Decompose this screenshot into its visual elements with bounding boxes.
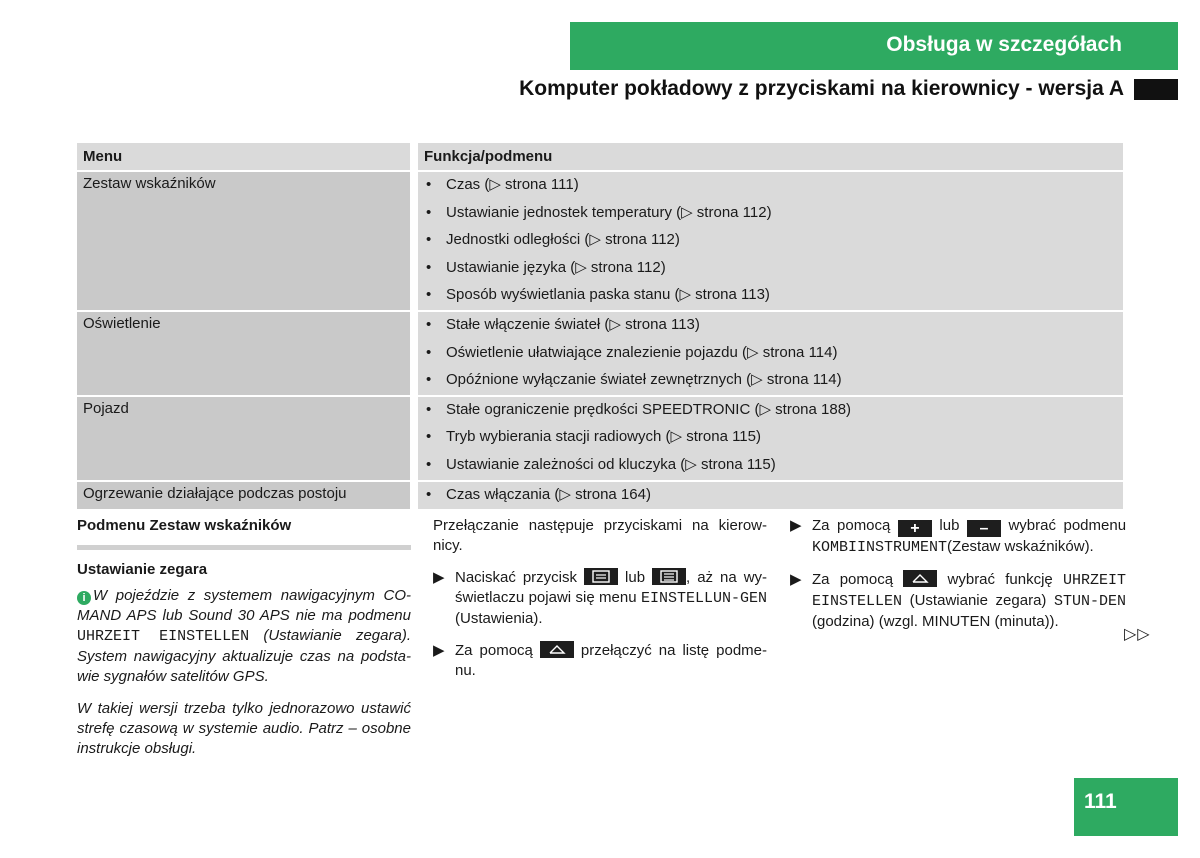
list-item: • Oświetlenie ułatwiające znalezienie pojazdu (▷ strona 114) (418, 340, 1123, 368)
intro-paragraph: Przełączanie następuje przyciskami na kierow-nicy. (433, 517, 767, 554)
subtitle-marker (1134, 79, 1178, 100)
table-row (77, 397, 1123, 482)
list-item: • Ustawianie jednostek temperatury (▷ strona 112) (418, 200, 1123, 228)
display-code: KOMBIINSTRUMENT (812, 539, 948, 556)
list-item: • Opóźnione wyłączanie świateł zewnętrznych (▷ strona 114) (418, 367, 1123, 395)
section-title: Obsługa w szczegółach (886, 33, 1122, 56)
menu-cell: Pojazd (77, 397, 410, 482)
column-header-function: Funkcja/podmenu (410, 143, 1123, 172)
display-code: EINSTELLUN-GEN (640, 590, 767, 607)
minus-button-icon: – (967, 520, 1001, 537)
info-icon: i (77, 591, 91, 605)
page-number-tab (1074, 778, 1178, 836)
menu-table (77, 143, 1123, 511)
display-code: UHRZEIT EINSTELLEN (77, 628, 250, 645)
instruction-step: ▶ Za pomocą + lub – wybrać podmenu KOMBIINSTRUMENT(Zestaw wskaźników). (790, 517, 1127, 556)
menu-cell: Zestaw wskaźników (77, 172, 410, 312)
column-header-menu: Menu (77, 143, 410, 172)
arrow-right-icon: ▶ (433, 569, 445, 586)
arrow-right-icon: ▶ (790, 517, 802, 534)
list-item: • Stałe ograniczenie prędkości SPEEDTRONIC (▷ strona 188) (418, 397, 1123, 425)
instruction-step: ▶ Naciskać przycisk lub , aż na wy-świetlaczu pojawi się menu EINSTELLUN-GEN (Ustawienia). (433, 569, 768, 627)
display-button-icon (652, 568, 686, 585)
instruction-step: ▶ Za pomocą wybrać funkcję UHRZEIT EINSTELLEN (Ustawianie zegara) STUN-DEN (godzina) (wzgl. MINUTEN (minuta)). (790, 571, 1127, 630)
display-button-icon (584, 568, 618, 585)
plus-button-icon: + (898, 520, 932, 537)
list-item: • Tryb wybierania stacji radiowych (▷ strona 115) (418, 424, 1123, 452)
display-code: UHRZEIT EINSTELLEN (812, 572, 1126, 610)
section-tab (570, 22, 1178, 70)
continue-marker: ▷▷ (1124, 626, 1151, 643)
display-code: STUN-DEN (1054, 593, 1127, 610)
function-cell (410, 312, 1123, 397)
list-item: • Ustawianie zależności od kluczyka (▷ strona 115) (418, 452, 1123, 480)
arrow-right-icon: ▶ (790, 571, 802, 588)
list-item: • Stałe włączenie świateł (▷ strona 113) (418, 312, 1123, 340)
page-subtitle: Komputer pokładowy z przyciskami na kierownicy - wersja A (519, 77, 1124, 100)
function-cell (410, 482, 1123, 512)
info-note: i W pojeździe z systemem nawigacyjnym CO-MAND APS lub Sound 30 APS nie ma podmenu UHRZEIT EINSTELLEN (Ustawianie zegara). System nawigacyjny aktualizuje czas na podsta-wie sygnałów satelitów GPS. (77, 587, 411, 685)
arrow-right-icon: ▶ (433, 642, 445, 659)
left-column (77, 516, 411, 771)
page-number: 111 (1084, 790, 1117, 813)
list-item: • Czas (▷ strona 111) (418, 172, 1123, 200)
up-arrow-button-icon (903, 570, 937, 587)
up-arrow-button-icon (540, 641, 574, 658)
list-item: • Czas włączania (▷ strona 164) (418, 482, 1123, 510)
function-cell (410, 397, 1123, 482)
menu-cell: Oświetlenie (77, 312, 410, 397)
list-item: • Ustawianie języka (▷ strona 112) (418, 255, 1123, 283)
table-row (77, 312, 1123, 397)
table-row (77, 482, 1123, 512)
function-cell (410, 172, 1123, 312)
section-heading: Podmenu Zestaw wskaźników (77, 516, 411, 550)
menu-cell: Ogrzewanie działające podczas postoju (77, 482, 410, 512)
list-item: • Jednostki odległości (▷ strona 112) (418, 227, 1123, 255)
sub-heading: Ustawianie zegara (77, 561, 208, 578)
display-code: MINUTEN (922, 613, 991, 630)
right-column (790, 516, 1126, 644)
table-row (77, 172, 1123, 312)
list-item: • Sposób wyświetlania paska stanu (▷ strona 113) (418, 282, 1123, 310)
instruction-step: ▶ Za pomocą przełączyć na listę podme-nu. (433, 642, 768, 679)
middle-column (433, 516, 767, 693)
note-paragraph: W takiej wersji trzeba tylko jednorazowo ustawić strefę czasową w systemie audio. Patrz – osobne instrukcje obsługi. (77, 700, 411, 757)
